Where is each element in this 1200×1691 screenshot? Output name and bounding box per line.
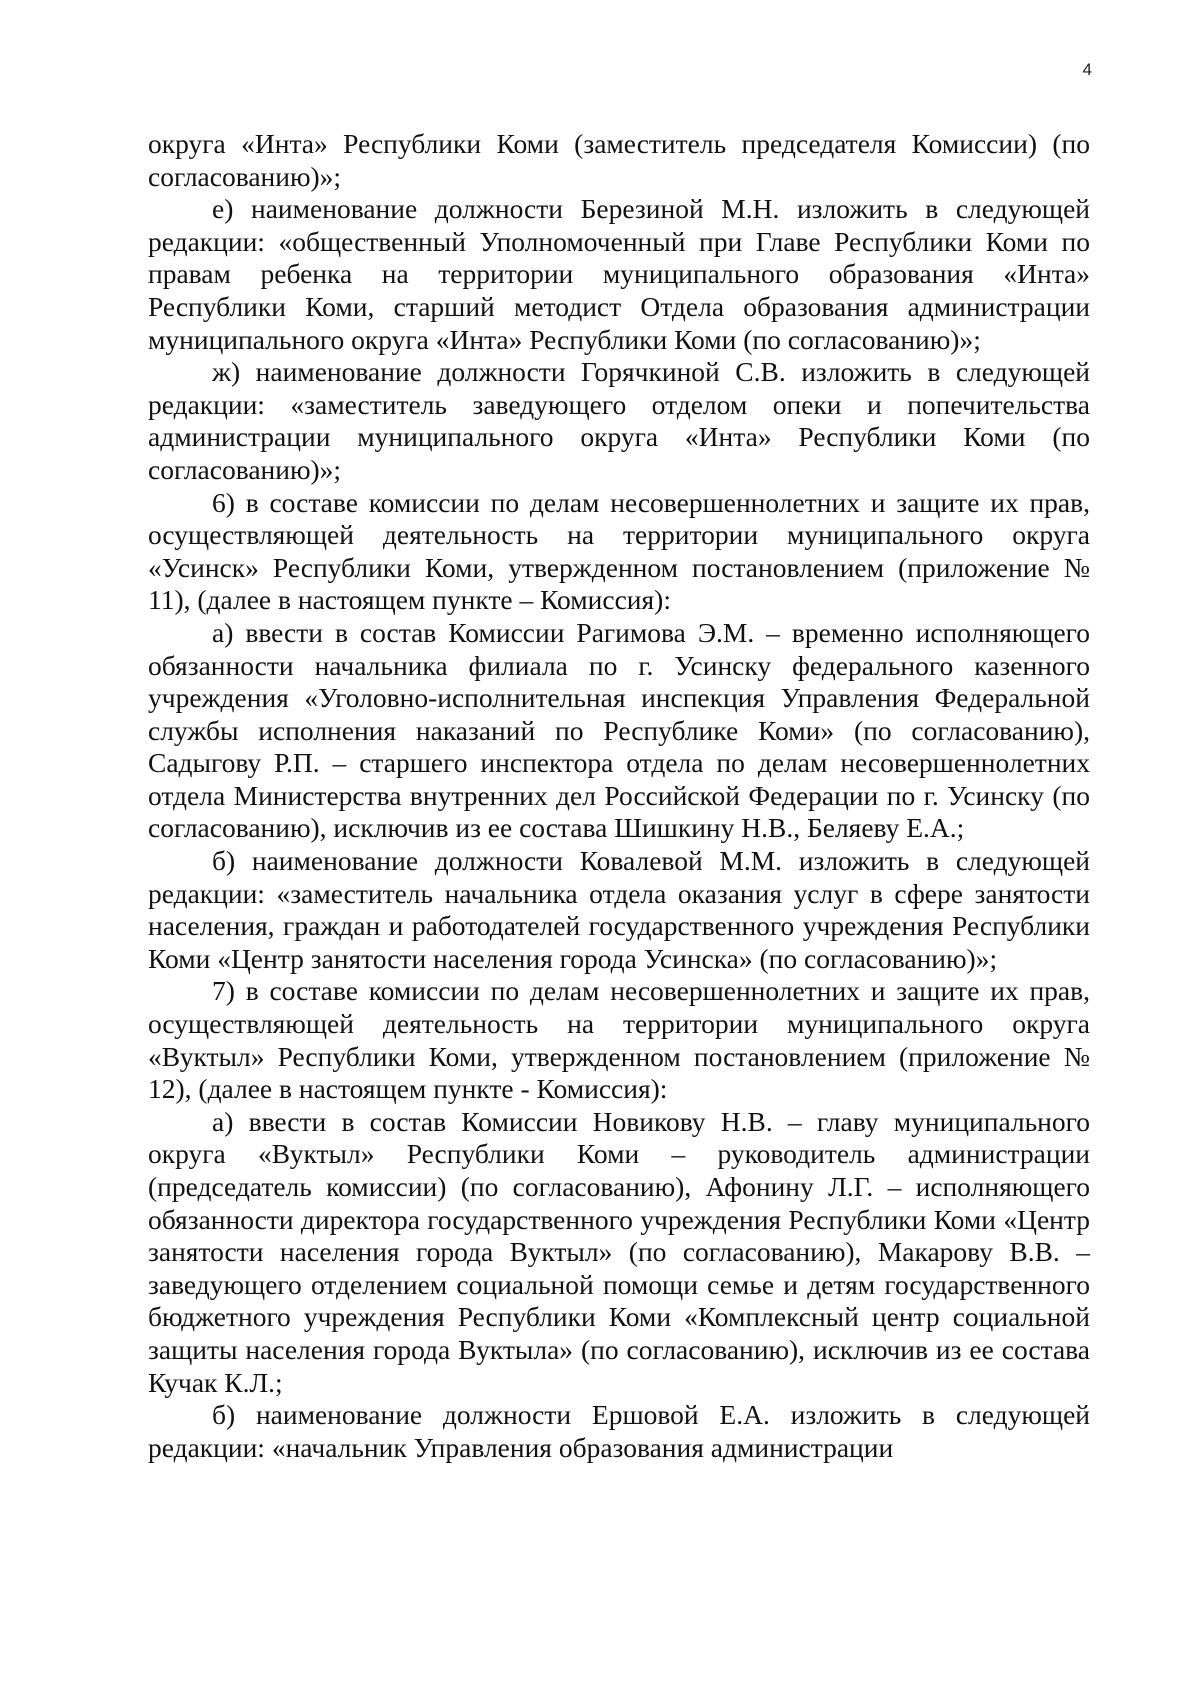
paragraph: 7) в составе комиссии по делам несовершеннолетних и защите их прав, осуществляющей деятельность на территории муниципального округа «Вуктыл» Республики Коми, утвержденном постановлением (приложение № 12), (далее в настоящем пункте - Комиссия): [148, 975, 1090, 1105]
paragraph: е) наименование должности Березиной М.Н. изложить в следующей редакции: «общественный Уполномоченный при Главе Республики Коми по правам ребенка на территории муниципального образования «Инта» Республики Коми, старший методист Отдела образования администрации муниципального округа «Инта» Республики Коми (по согласованию)»; [148, 193, 1090, 355]
paragraph: б) наименование должности Ершовой Е.А. изложить в следующей редакции: «начальник Управления образования администрации [148, 1399, 1090, 1463]
paragraph: округа «Инта» Республики Коми (заместитель председателя Комиссии) (по согласованию)»; [148, 128, 1090, 192]
paragraph: ж) наименование должности Горячкиной С.В. изложить в следующей редакции: «заместитель заведующего отделом опеки и попечительства администрации муниципального округа «Инта» Республики Коми (по согласованию)»; [148, 356, 1090, 485]
paragraph: а) ввести в состав Комиссии Рагимова Э.М. – временно исполняющего обязанности начальника филиала по г. Усинску федерального казенного учреждения «Уголовно-исполнительная инспекция Управления Федеральной службы исполнения наказаний по Республике Коми» (по согласованию), Садыгову Р.П. – старшего инспектора отдела по делам несовершеннолетних отдела Министерства внутренних дел Российской Федерации по г. Усинску (по согласованию), исключив из ее состава Шишкину Н.В., Беляеву Е.А.; [148, 616, 1090, 844]
paragraph: 6) в составе комиссии по делам несовершеннолетних и защите их прав, осуществляющей деятельность на территории муниципального округа «Усинск» Республики Коми, утвержденном постановлением (приложение № 11), (далее в настоящем пункте – Комиссия): [148, 486, 1090, 616]
page-number: 4 [1082, 60, 1092, 79]
paragraph: а) ввести в состав Комиссии Новикову Н.В. – главу муниципального округа «Вуктыл» Республики Коми – руководитель администрации (председатель комиссии) (по согласованию), Афонину Л.Г. – исполняющего обязанности директора государственного учреждения Республики Коми «Центр занятости населения города Вуктыл» (по согласованию), Макарову В.В. – заведующего отделением социальной помощи семье и детям государственного бюджетного учреждения Республики Коми «Комплексный центр социальной защиты населения города Вуктыла» (по согласованию), исключив из ее состава Кучак К.Л.; [148, 1105, 1090, 1398]
paragraph: б) наименование должности Ковалевой М.М. изложить в следующей редакции: «заместитель начальника отдела оказания услуг в сфере занятости населения, граждан и работодателей государственного учреждения Республики Коми «Центр занятости населения города Усинска» (по согласованию)»; [148, 845, 1090, 974]
document-body [148, 128, 1090, 1464]
